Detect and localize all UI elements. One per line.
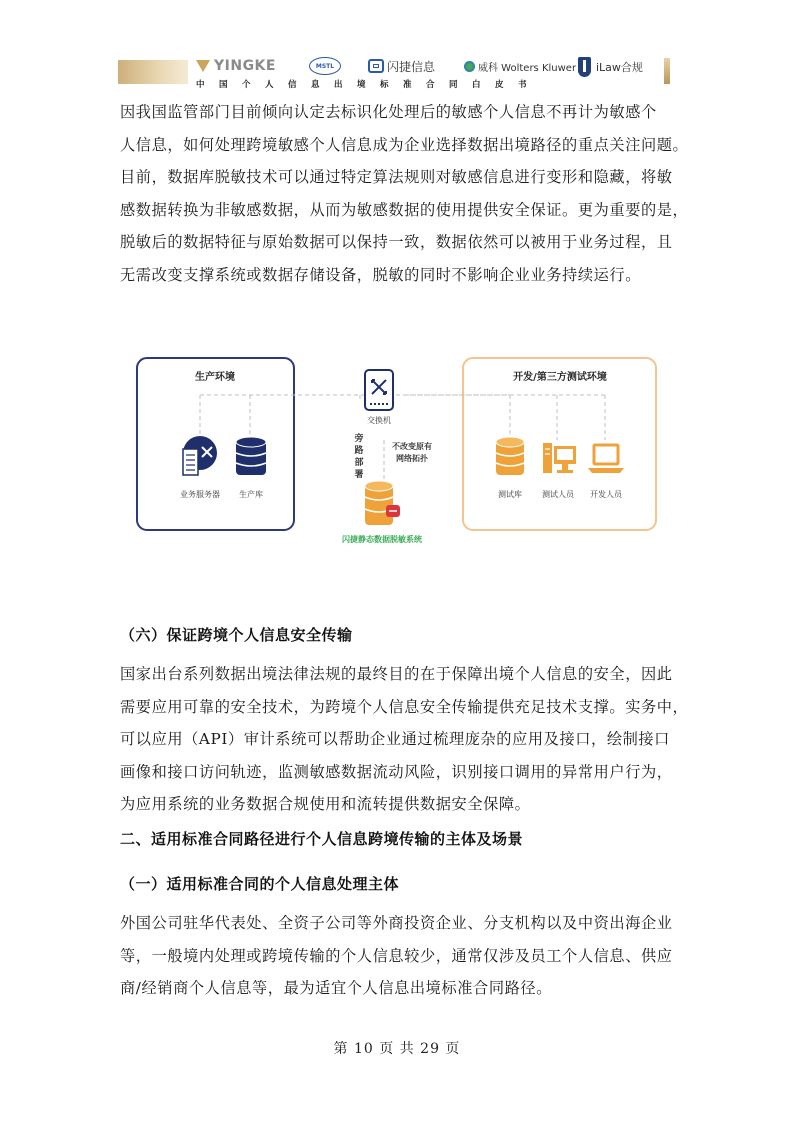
paragraph-line: 为应用系统的业务数据合规使用和流转提供数据安全保障。 [120,795,531,814]
developer-laptop-icon [588,445,624,473]
paragraph-line: 商/经销商个人信息等，最为适宜个人信息出境标准合同路径。 [120,979,552,998]
header-title: 中国个人信息出境标准合同白皮书 [196,80,542,90]
test-environment-title: 开发/第三方测试环境 [513,372,607,383]
ilaw-shield-icon [578,57,591,77]
paragraph-line: 感数据转换为非敏感数据，从而为敏感数据的使用提供安全保证。更为重要的是， [120,200,689,219]
business-server-label: 业务服务器 [180,490,220,499]
section-1-heading: （一）适用标准合同的个人信息处理主体 [120,875,400,893]
production-environment-box [137,358,294,530]
test-environment-box [463,358,656,530]
paragraph-line: 需要应用可靠的安全技术，为跨境个人信息安全传输提供充足技术支撑。实务中， [120,697,689,716]
paragraph-line: 等，一般境内处理或跨境传输的个人信息较少，通常仅涉及员工个人信息、供应 [120,946,673,965]
page-number: 第 10 页 共 29 页 [333,1041,461,1057]
yingke-logo [196,56,276,76]
header-gold-bar-left [118,60,188,84]
ilaw-logo-text: iLaw合规 [596,61,643,74]
header-gold-bar-right [664,58,670,84]
yingke-logo-text: YINGKE [214,58,276,74]
shanjie-logo [368,56,435,76]
test-database-label: 测试库 [498,490,522,499]
wolters-kluwer-dot-icon [464,61,475,72]
paragraph-line: 画像和接口访问轨迹，监测敏感数据流动风险，识别接口调用的异常用户行为， [120,762,673,781]
business-server-icon [183,436,217,475]
production-environment-title: 生产环境 [195,372,235,383]
bypass-char: 旁 [354,434,364,444]
paragraph-line: 人信息，如何处理跨境敏感个人信息成为企业选择数据出境路径的重点关注问题。 [120,135,689,154]
chapter-2-heading: 二、适用标准合同路径进行个人信息跨境传输的主体及场景 [120,830,524,848]
paragraph-line: 目前，数据库脱敏技术可以通过特定算法规则对敏感信息进行变形和隐藏，将敏 [120,168,673,187]
paragraph-line: 因我国监管部门目前倾向认定去标识化处理后的敏感个人信息不再计为敏感个 [120,103,657,121]
paragraph-line: 脱敏后的数据特征与原始数据可以保持一致，数据依然可以被用于业务过程，且 [120,233,673,252]
paragraph-line: 外国公司驻华代表处、全资子公司等外商投资企业、分支机构以及中资出海企业 [120,914,673,932]
network-switch-icon [365,370,393,410]
wolters-kluwer-logo-text: 威科 Wolters Kluwer [478,62,577,74]
topology-note-line: 网络拓扑 [396,454,428,463]
paragraph-line: 国家出台系列数据出境法律法规的最终目的在于保障出境个人信息的安全，因此 [120,665,673,683]
production-database-icon [236,437,266,475]
bypass-char: 署 [354,470,364,480]
shanjie-logo-text: 闪捷信息 [387,59,436,74]
production-database-label: 生产库 [239,490,263,499]
tester-desktop-icon [543,443,576,473]
masking-system-icon [365,481,400,525]
shanjie-box-icon [368,59,384,73]
mstl-logo-text: MSTL [309,57,341,75]
bypass-char: 路 [354,446,364,456]
developer-label: 开发人员 [590,490,622,499]
data-masking-diagram [120,345,680,560]
tester-label: 测试人员 [542,490,574,499]
section-6-paragraph [120,658,689,821]
section-6-heading: （六）保证跨境个人信息安全传输 [120,626,353,644]
test-database-icon [496,437,524,475]
intro-paragraph [120,96,689,292]
paragraph-line: 无需改变支撑系统或数据存储设备，脱敏的同时不影响企业业务持续运行。 [120,265,641,284]
yingke-triangle-icon [196,60,210,72]
topology-note-line: 不改变原有 [392,442,432,451]
wolters-kluwer-logo [464,56,576,76]
switch-label: 交换机 [367,416,391,425]
ilaw-logo [578,54,643,80]
paragraph-line: 可以应用（API）审计系统可以帮助企业通过梳理庞杂的应用及接口，绘制接口 [120,730,670,749]
bypass-char: 部 [354,458,364,468]
mstl-logo [309,56,341,76]
masking-system-label: 闪捷静态数据脱敏系统 [342,535,422,544]
section-1-paragraph [120,907,680,1005]
